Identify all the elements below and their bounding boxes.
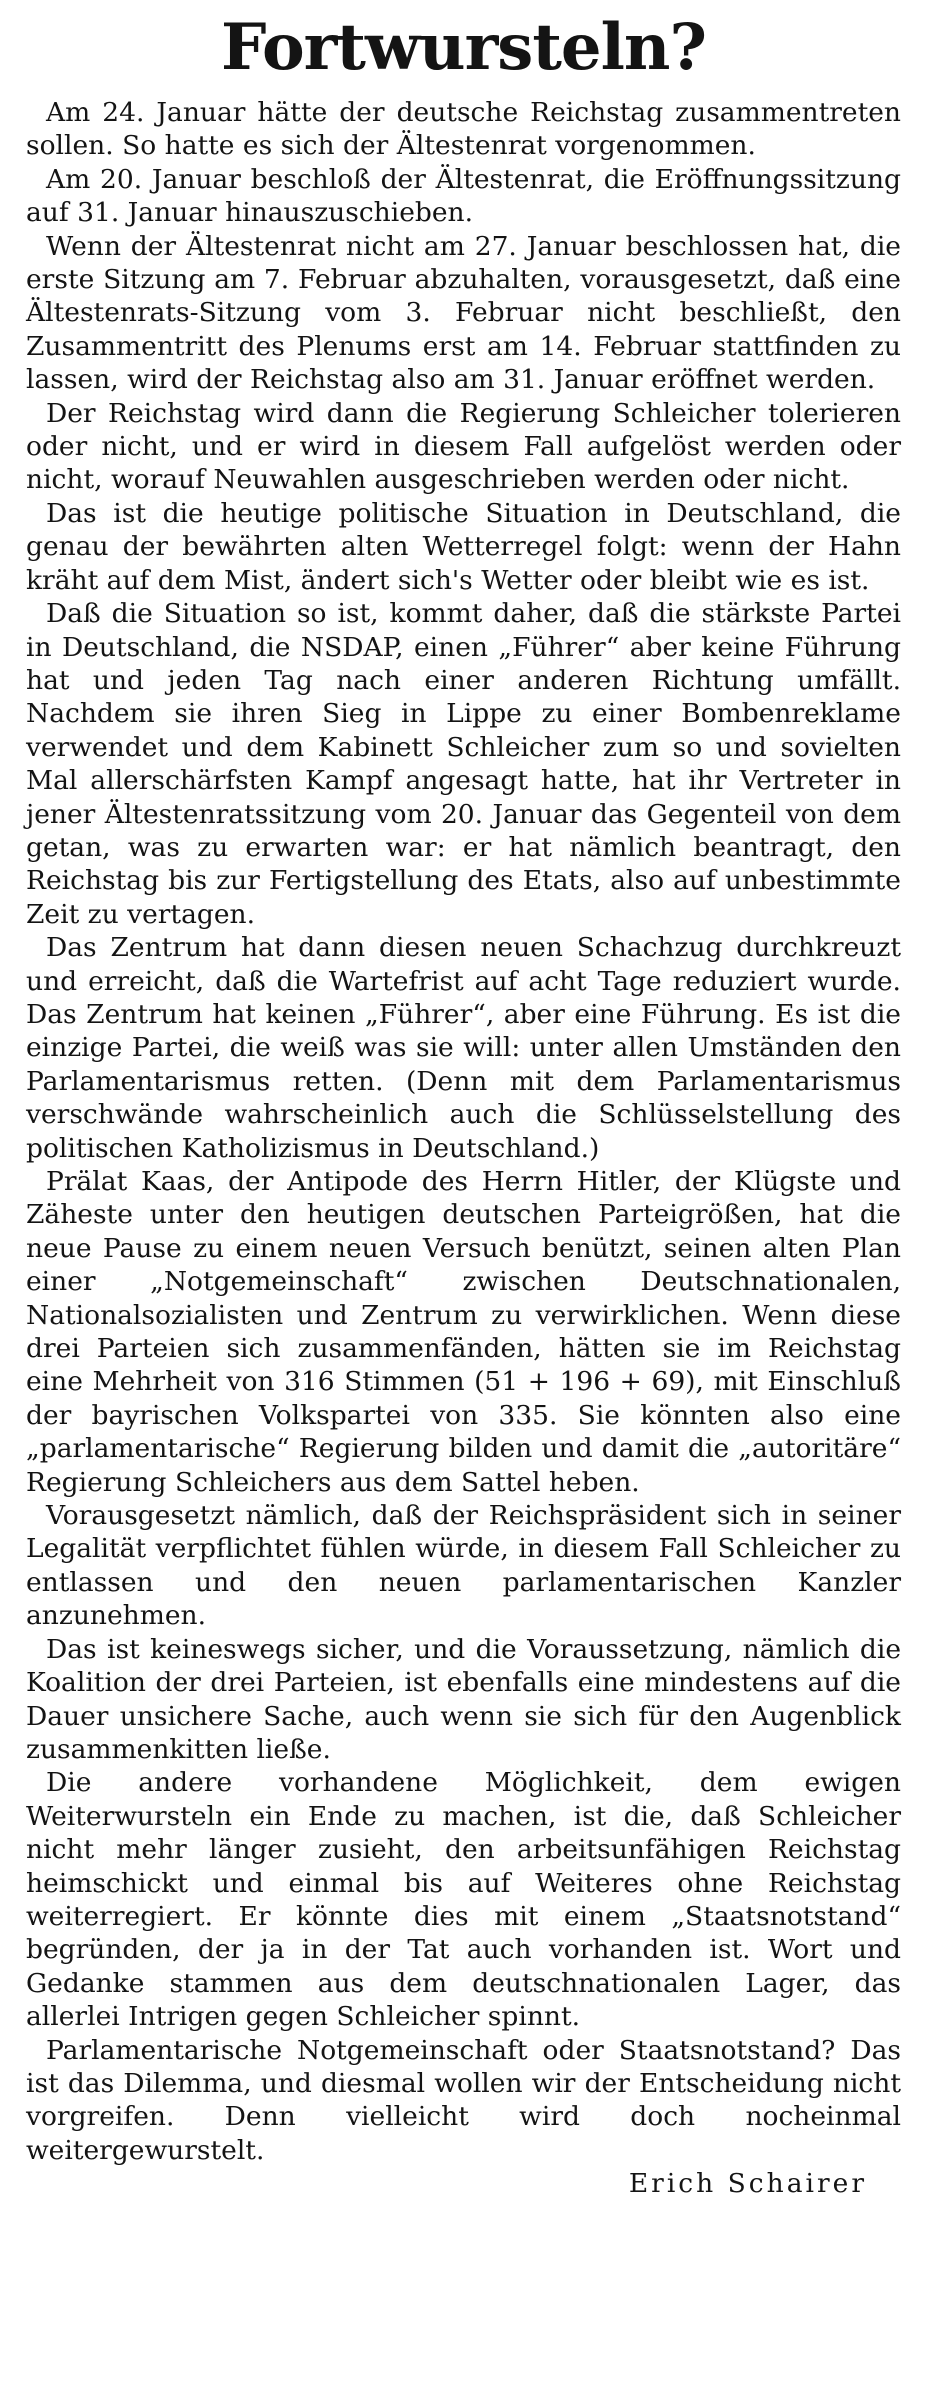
article-body (26, 96, 901, 2201)
paragraph-8: Prälat Kaas, der Antipode des Herrn Hitler, der Klügste und Zäheste unter den heutigen deutschen Parteigrößen, hat die neue Pause zu einem neuen Versuch benützt, seinen alten Plan einer „Notgemeinschaft“ zwischen Deutschnationalen, Nationalsozialisten und Zentrum zu verwirklichen. Wenn diese drei Parteien sich zusammenfänden, hätten sie im Reichstag eine Mehrheit von 316 Stimmen (51 + 196 + 69), mit Einschluß der bayrischen Volkspartei von 335. Sie könnten also eine „parlamentarische“ Regierung bilden und damit die „autoritäre“ Regierung Schleichers aus dem Sattel heben. (26, 1166, 901, 1498)
paragraph-11: Die andere vorhandene Möglichkeit, dem ewigen Weiterwursteln ein Ende zu machen, ist die, daß Schleicher nicht mehr länger zusieht, den arbeitsunfähigen Reichstag heimschickt und einmal bis auf Weiteres ohne Reichstag weiterregiert. Er könnte dies mit einem „Staatsnotstand“ begründen, der ja in der Tat auch vorhanden ist. Wort und Gedanke stammen aus dem deutschnationalen Lager, das allerlei Intrigen gegen Schleicher spinnt. (26, 1767, 901, 2033)
paragraph-7: Das Zentrum hat dann diesen neuen Schachzug durchkreuzt und erreicht, daß die Wartefrist auf acht Tage reduziert wurde. Das Zentrum hat keinen „Führer“, aber eine Führung. Es ist die einzige Partei, die weiß was sie will: unter allen Umständen den Parlamentarismus retten. (Denn mit dem Parlamentarismus verschwände wahrscheinlich auch die Schlüsselstellung des politischen Katholizismus in Deutschland.) (26, 932, 901, 1164)
paragraph-9: Vorausgesetzt nämlich, daß der Reichspräsident sich in seiner Legalität verpflichtet fühlen würde, in diesem Fall Schleicher zu entlassen und den neuen parlamentarischen Kanzler anzunehmen. (26, 1500, 901, 1632)
paragraph-12: Parlamentarische Notgemeinschaft oder Staatsnotstand? Das ist das Dilemma, und diesmal wollen wir der Entscheidung nicht vorgreifen. Denn vielleicht wird doch nocheinmal weitergewurstelt. (26, 2034, 901, 2166)
paragraph-1: Am 24. Januar hätte der deutsche Reichstag zusammentreten sollen. So hatte es sich der Ältestenrat vorgenommen. (26, 97, 901, 162)
paragraph-2: Am 20. Januar beschloß der Ältestenrat, die Eröffnungssitzung auf 31. Januar hinauszuschieben. (26, 163, 901, 229)
paragraph-10: Das ist keineswegs sicher, und die Voraussetzung, nämlich die Koalition der drei Parteien, ist ebenfalls eine mindestens auf die Dauer unsichere Sache, auch wenn sie sich für den Augenblick zusammenkitten ließe. (26, 1633, 901, 1765)
paragraph-5: Das ist die heutige politische Situation in Deutschland, die genau der bewährten alten Wetterregel folgt: wenn der Hahn kräht auf dem Mist, ändert sich's Wetter oder bleibt wie es ist. (26, 497, 901, 596)
paragraph-4: Der Reichstag wird dann die Regierung Schleicher tolerieren oder nicht, und er wird in diesem Fall aufgelöst werden oder nicht, worauf Neuwahlen ausgeschrieben werden oder nicht. (26, 397, 901, 496)
author-line (26, 2167, 901, 2200)
article-title: Fortwursteln? (221, 10, 706, 85)
paragraph-3: Wenn der Ältestenrat nicht am 27. Januar beschlossen hat, die erste Sitzung am 7. Februar abzuhalten, vorausgesetzt, daß eine Ältestenrats-Sitzung vom 3. Februar nicht beschließt, den Zusammentritt des Plenums erst am 14. Februar stattfinden zu lassen, wird der Reichstag also am 31. Januar eröffnet werden. (26, 230, 901, 396)
paragraph-6: Daß die Situation so ist, kommt daher, daß die stärkste Partei in Deutschland, die NSDAP, einen „Führer“ aber keine Führung hat und jeden Tag nach einer anderen Richtung umfällt. Nachdem sie ihren Sieg in Lippe zu einer Bombenreklame verwendet und dem Kabinett Schleicher zum so und sovielten Mal allerschärfsten Kampf angesagt hatte, hat ihr Vertreter in jener Ältestenratssitzung vom 20. Januar das Gegenteil von dem getan, was zu erwarten war: er hat nämlich beantragt, den Reichstag bis zur Fertigstellung des Etats, also auf unbestimmte Zeit zu vertagen. (26, 598, 901, 930)
author-signature: Erich Schairer (628, 2168, 867, 2200)
